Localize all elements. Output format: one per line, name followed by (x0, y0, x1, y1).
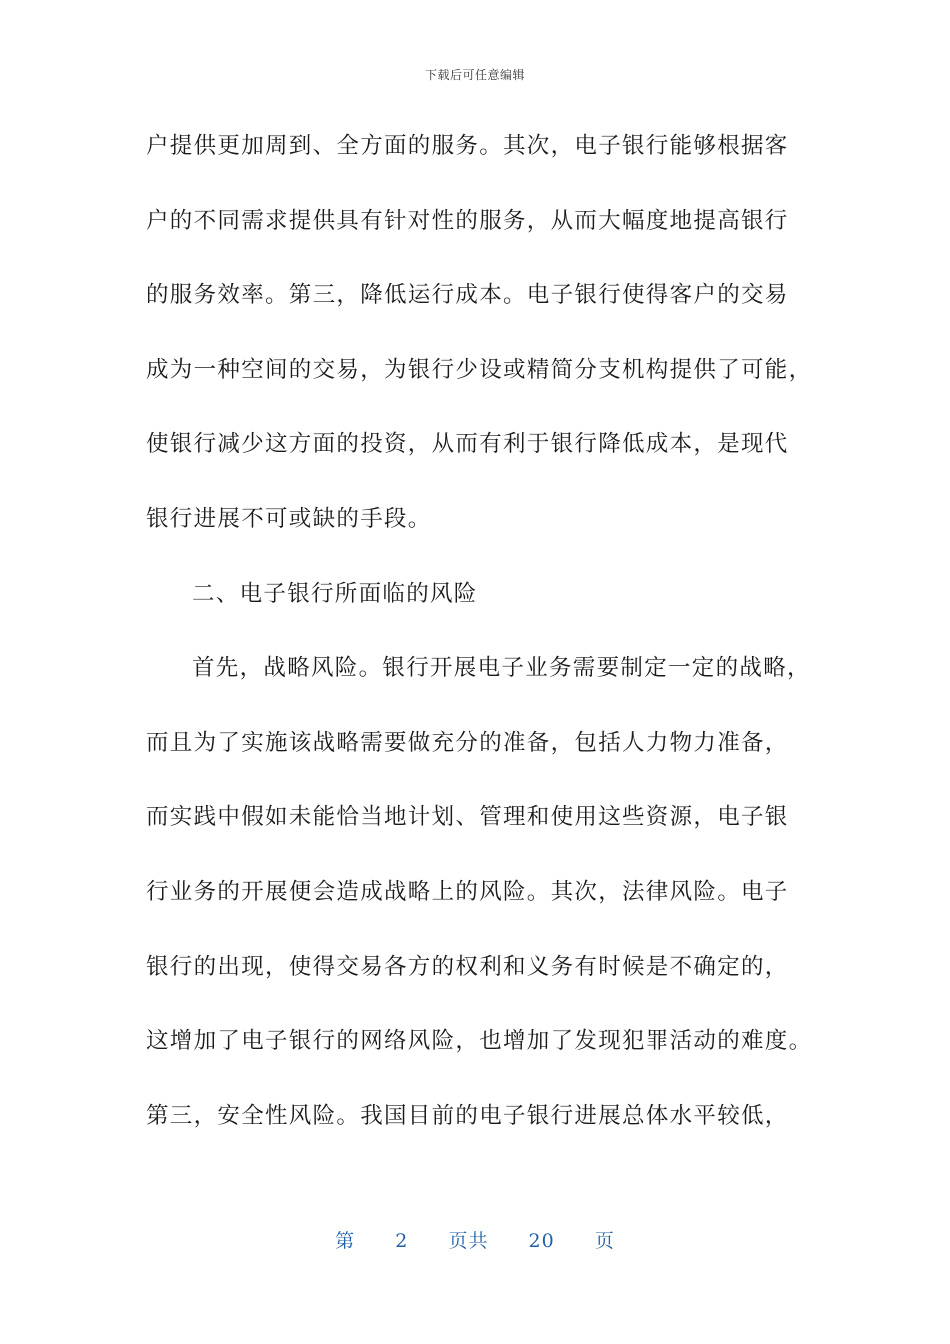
text-line: 户的不同需求提供具有针对性的服务，从而大幅度地提高银行 (146, 207, 789, 234)
text-line: 银行的出现，使得交易各方的权利和义务有时候是不确定的， (146, 953, 789, 980)
current-page-number: 2 (395, 1230, 409, 1252)
section-heading: 二、电子银行所面临的风险 (192, 580, 478, 607)
text-line: 而且为了实施该战略需要做充分的准备，包括人力物力准备， (146, 729, 789, 756)
footer-suffix: 页 (594, 1230, 615, 1252)
total-pages-number: 20 (528, 1230, 555, 1252)
text-line: 行业务的开展便会造成战略上的风险。其次，法律风险。电子 (146, 878, 789, 905)
text-line: 户提供更加周到、全方面的服务。其次，电子银行能够根据客 (146, 133, 789, 159)
text-line: 首先，战略风险。银行开展电子业务需要制定一定的战略， (192, 655, 811, 682)
document-body (146, 124, 826, 1168)
text-line: 第三，安全性风险。我国目前的电子银行进展总体水平较低， (146, 1102, 789, 1129)
text-line: 银行进展不可或缺的手段。 (146, 505, 432, 532)
text-line: 这增加了电子银行的网络风险，也增加了发现犯罪活动的难度。 (146, 1028, 813, 1055)
text-line: 使银行减少这方面的投资，从而有利于银行降低成本，是现代 (146, 431, 789, 458)
footer-prefix: 第 (335, 1230, 356, 1252)
text-line: 的服务效率。第三，降低运行成本。电子银行使得客户的交易 (146, 282, 789, 309)
footer-middle: 页共 (448, 1230, 489, 1252)
page-number-footer (0, 1226, 950, 1253)
text-line: 而实践中假如未能恰当地计划、管理和使用这些资源，电子银 (146, 804, 789, 831)
page-header-note: 下载后可任意编辑 (424, 68, 525, 82)
text-line: 成为一种空间的交易，为银行少设或精简分支机构提供了可能， (146, 356, 813, 383)
